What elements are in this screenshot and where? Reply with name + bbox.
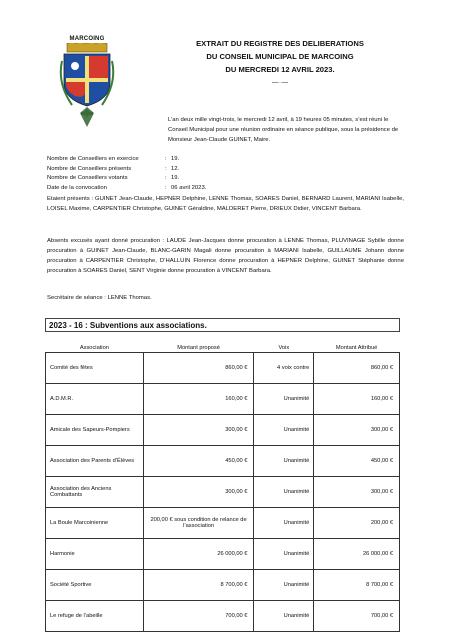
header-line-1: EXTRAIT DU REGISTRE DES DELIBERATIONS [196, 39, 364, 48]
table-row [46, 570, 400, 601]
association-cell: Le refuge de l’abeille [46, 601, 144, 632]
votes-cell: Unanimité [254, 446, 314, 477]
column-header-association: Association [79, 344, 109, 351]
table-row [46, 508, 400, 539]
association-cell: La Boule Marcoinienne [46, 508, 144, 539]
fact-label: Nombre de Conseillers votants [47, 175, 128, 182]
granted-amount-cell: 450,00 € [314, 446, 400, 477]
intro-paragraph: L’an deux mille vingt-trois, le mercredi 12 avril, à 19 heures 05 minutes, s’est réuni le Conseil Municipal pour une réunion ordinaire en séance publique, sous la présidence de Monsieur Jean-Claude GUINET, Maire. [168, 117, 399, 143]
column-header-proposed: Montant proposé [177, 344, 220, 351]
granted-amount-cell: 160,00 € [314, 384, 400, 415]
subsidies-table [45, 343, 400, 632]
fact-separator: : [165, 175, 167, 182]
association-cell: Comité des fêtes [46, 353, 144, 384]
header-line-2: DU CONSEIL MUNICIPAL DE MARCOING [206, 52, 354, 61]
votes-cell: Unanimité [254, 601, 314, 632]
column-header-votes: Voix [278, 344, 290, 351]
table-header-row [46, 343, 400, 353]
crest-town-name: MARCOING [69, 36, 105, 42]
votes-cell: Unanimité [254, 477, 314, 508]
association-cell: A.D.M.R. [46, 384, 144, 415]
granted-amount-cell: 700,00 € [314, 601, 400, 632]
fact-value: 19. [171, 156, 180, 162]
proposed-amount-cell: 160,00 € [143, 384, 254, 415]
header-line-3: DU MERCREDI 12 AVRIL 2023. [225, 65, 335, 74]
table-row [46, 446, 400, 477]
votes-cell: Unanimité [254, 508, 314, 539]
fact-label: Nombre de Conseillers en exercice [47, 156, 139, 162]
granted-amount-cell: 200,00 € [314, 508, 400, 539]
proposed-amount-cell: 300,00 € [143, 415, 254, 446]
votes-cell: 4 voix contre [254, 353, 314, 384]
fact-row [47, 155, 407, 165]
votes-cell: Unanimité [254, 415, 314, 446]
present-members: Etaient présents : GUINET Jean-Claude, HEPNER Delphine, LENNE Thomas, SOARES Daniel, BERNARD Laurent, MARIANI Isabelle, LOISEL Maxime, CARPENTIER Christophe, GUINET Géraldine, MALDERET Pierre, DRIEUX Didier, VINCENT Barbara. [47, 196, 404, 212]
table-row [46, 415, 400, 446]
absent-members: Absents excusés ayant donné procuration : LAUDE Jean-Jacques donne procuration à LENNE Thomas, PLUVINAGE Sybille donne procuration à GUINET Jean-Claude, BLANC-GARIN Magali donne procuration à MARIANI Isabelle, GUILLAUME Johann donne procuration à CARPENTIER Christophe, D’HALLUIN Florence donne procuration à HEPNER Delphine, GUINET Stéphanie donne procuration à SOARES Daniel, SENT Virginie donne procuration à VINCENT Barbara. [47, 238, 404, 274]
association-cell: Association des Parents d’Élèves [46, 446, 144, 477]
granted-amount-cell: 300,00 € [314, 477, 400, 508]
table-row [46, 477, 400, 508]
fact-separator: : [165, 165, 167, 172]
fact-row [47, 184, 407, 194]
association-cell: Association des Anciens Combattants [46, 477, 144, 508]
proposed-amount-cell: 700,00 € [143, 601, 254, 632]
fact-value: 06 avril 2023. [171, 185, 207, 192]
granted-amount-cell: 26 000,00 € [314, 539, 400, 570]
meeting-facts [47, 155, 407, 194]
proposed-amount-cell: 26 000,00 € [143, 539, 254, 570]
association-cell: Amicale des Sapeurs-Pompiers [46, 415, 144, 446]
proposed-amount-cell: 300,00 € [143, 477, 254, 508]
proposed-amount-cell: 450,00 € [143, 446, 254, 477]
table-row [46, 601, 400, 632]
table-row [46, 353, 400, 384]
votes-cell: Unanimité [254, 539, 314, 570]
fact-row [47, 165, 407, 175]
fact-label: Date de la convocation [47, 185, 107, 192]
proposed-amount-cell: 8 700,00 € [143, 570, 254, 601]
table-row [46, 539, 400, 570]
fact-row [47, 174, 407, 184]
fact-value: 19. [171, 175, 180, 182]
granted-amount-cell: 300,00 € [314, 415, 400, 446]
proposed-amount-cell: 860,00 € [143, 353, 254, 384]
proposed-amount-cell: 200,00 € sous condition de relance de l’association [143, 508, 254, 539]
coat-of-arms-icon [58, 43, 116, 127]
document-header [160, 37, 400, 89]
town-crest [53, 36, 121, 127]
column-header-granted: Montant Attribué [335, 344, 378, 351]
fact-separator: : [165, 156, 167, 162]
fact-separator: : [165, 185, 167, 192]
fact-label: Nombre de Conseillers présents [47, 165, 132, 172]
session-secretary: Secrétaire de séance : LENNE Thomas. [47, 295, 152, 301]
votes-cell: Unanimité [254, 384, 314, 415]
granted-amount-cell: 8 700,00 € [314, 570, 400, 601]
section-title: 2023 - 16 : Subventions aux associations. [45, 318, 400, 332]
votes-cell: Unanimité [254, 570, 314, 601]
granted-amount-cell: 860,00 € [314, 353, 400, 384]
fact-value: 12. [171, 165, 180, 172]
header-separator: —··— [272, 80, 288, 86]
association-cell: Harmonie [46, 539, 144, 570]
table-row [46, 384, 400, 415]
association-cell: Société Sportive [46, 570, 144, 601]
